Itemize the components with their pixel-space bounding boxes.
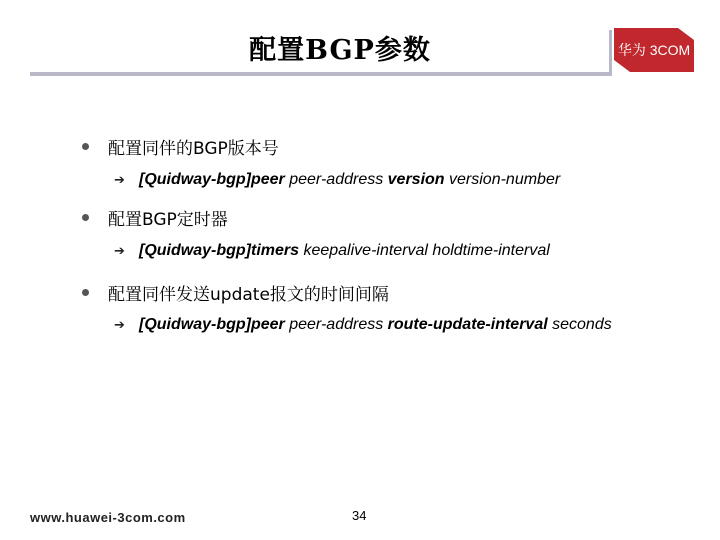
command-param: version-number	[444, 171, 561, 188]
bullet-icon	[82, 143, 89, 150]
item-3-text: 配置同伴发送update报文的时间间隔	[108, 285, 389, 305]
command-param: peer-address	[284, 171, 388, 188]
item-1-text: 配置同伴的BGP版本号	[108, 139, 279, 159]
page-number: 34	[352, 508, 367, 523]
bullet-icon	[82, 214, 89, 221]
command-param: seconds	[547, 316, 612, 333]
company-logo	[614, 28, 694, 72]
item-2-text: 配置BGP定时器	[108, 210, 228, 230]
title-divider	[30, 72, 612, 76]
command-param: keepalive-interval holdtime-interval	[299, 242, 550, 259]
slide-title: 配置BGP参数	[249, 35, 431, 66]
item-3-command	[139, 316, 612, 334]
command-keyword: [Quidway-bgp]peer	[139, 171, 285, 188]
arrow-icon: ➔	[114, 173, 125, 188]
arrow-icon: ➔	[114, 244, 125, 259]
bullet-icon	[82, 289, 89, 296]
title-divider-vertical	[609, 30, 612, 76]
command-keyword: route-update-interval	[387, 316, 548, 333]
command-keyword: [Quidway-bgp]timers	[139, 242, 300, 259]
item-2-command	[139, 242, 550, 260]
command-keyword: version	[387, 171, 445, 188]
footer-url: www.huawei-3com.com	[30, 510, 186, 525]
arrow-icon: ➔	[114, 318, 125, 333]
item-1-command	[139, 171, 560, 189]
command-param: peer-address	[284, 316, 388, 333]
logo-text: 华为 3COM	[617, 42, 691, 58]
command-keyword: [Quidway-bgp]peer	[139, 316, 285, 333]
